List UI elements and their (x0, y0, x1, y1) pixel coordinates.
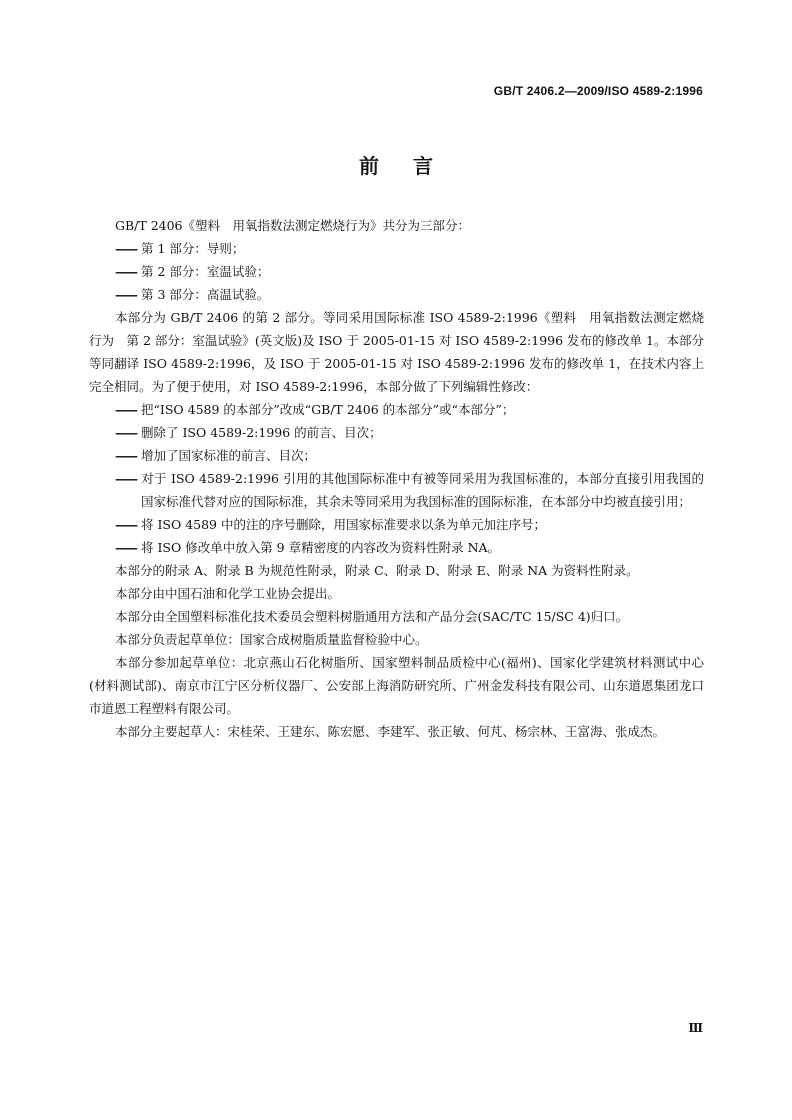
dash-marker: —— (115, 264, 136, 279)
document-code-header: GB/T 2406.2—2009/ISO 4589-2:1996 (493, 84, 703, 98)
list-item (89, 283, 704, 306)
adoption-paragraph: 本部分为 GB/T 2406 的第 2 部分。等同采用国际标准 ISO 4589-2:1996《塑料 用氧指数法测定燃烧行为 第 2 部分：室温试验》(英文版)及 ISO 于 2005-01-15 对 ISO 4589-2:1996 发布的修改单 1。本部分等同翻译 ISO 4589-2:1996，及 ISO 于 2005-01-15 对 ISO 4589-2:1996 发布的修改单 1，在技术内容上完全相同。为了便于使用，对 ISO 4589-2:1996，本部分做了下列编辑性修改： (89, 310, 704, 394)
page-number: Ⅲ (688, 1021, 703, 1035)
list-item (89, 467, 704, 513)
list-item (89, 398, 704, 421)
list-item (89, 444, 704, 467)
list-item-text: 将 ISO 修改单中放入第 9 章精密度的内容改为资料性附录 NA。 (141, 540, 501, 555)
dash-marker: —— (115, 402, 136, 417)
committee-paragraph: 本部分由全国塑料标准化技术委员会塑料树脂通用方法和产品分会(SAC/TC 15/SC 4)归口。 (115, 609, 629, 624)
list-item-text: 第 1 部分：导则； (141, 241, 245, 256)
page-title: 前言 (359, 154, 467, 178)
list-item (89, 237, 704, 260)
list-item-text: 对于 ISO 4589-2:1996 引用的其他国际标准中有被等同采用为我国标准的，本部分直接引用我国的国家标准代替对应的国际标准，其余未等同采用为我国标准的国际标准，在本部分中均被直接引用； (141, 471, 704, 509)
list-item-text: 增加了国家标准的前言、目次； (141, 448, 317, 463)
intro-paragraph: GB/T 2406《塑料 用氧指数法测定燃烧行为》共分为三部分： (115, 218, 471, 233)
list-item (89, 536, 704, 559)
participants-paragraph: 本部分参加起草单位：北京燕山石化树脂所、国家塑料制品质检中心(福州)、国家化学建筑材料测试中心(材料测试部)、南京市江宁区分析仪器厂、公安部上海消防研究所、广州金发科技有限公司、山东道恩集团龙口市道恩工程塑料有限公司。 (89, 655, 704, 716)
annex-paragraph: 本部分的附录 A、附录 B 为规范性附录，附录 C、附录 D、附录 E、附录 NA 为资料性附录。 (115, 563, 639, 578)
proposer-paragraph: 本部分由中国石油和化学工业协会提出。 (115, 586, 341, 601)
list-item-text: 删除了 ISO 4589-2:1996 的前言、目次； (141, 425, 382, 440)
foreword-body (89, 214, 704, 743)
dash-marker: —— (115, 540, 136, 555)
lead-drafter-paragraph: 本部分负责起草单位：国家合成树脂质量监督检验中心。 (115, 632, 428, 647)
dash-marker: —— (115, 425, 136, 440)
list-item-text: 把“ISO 4589 的本部分”改成“GB/T 2406 的本部分”或“本部分”； (141, 402, 515, 417)
dash-marker: —— (115, 448, 136, 463)
dash-marker: —— (115, 471, 136, 486)
list-item-text: 将 ISO 4589 中的注的序号删除，用国家标准要求以条为单元加注序号； (141, 517, 546, 532)
dash-marker: —— (115, 241, 136, 256)
list-item (89, 513, 704, 536)
list-item (89, 260, 704, 283)
list-item-text: 第 3 部分：高温试验。 (141, 287, 270, 302)
list-item-text: 第 2 部分：室温试验； (141, 264, 270, 279)
drafters-paragraph: 本部分主要起草人：宋桂荣、王建东、陈宏愿、李建军、张正敏、何芃、杨宗林、王富海、张成杰。 (115, 724, 666, 739)
dash-marker: —— (115, 517, 136, 532)
list-item (89, 421, 704, 444)
dash-marker: —— (115, 287, 136, 302)
